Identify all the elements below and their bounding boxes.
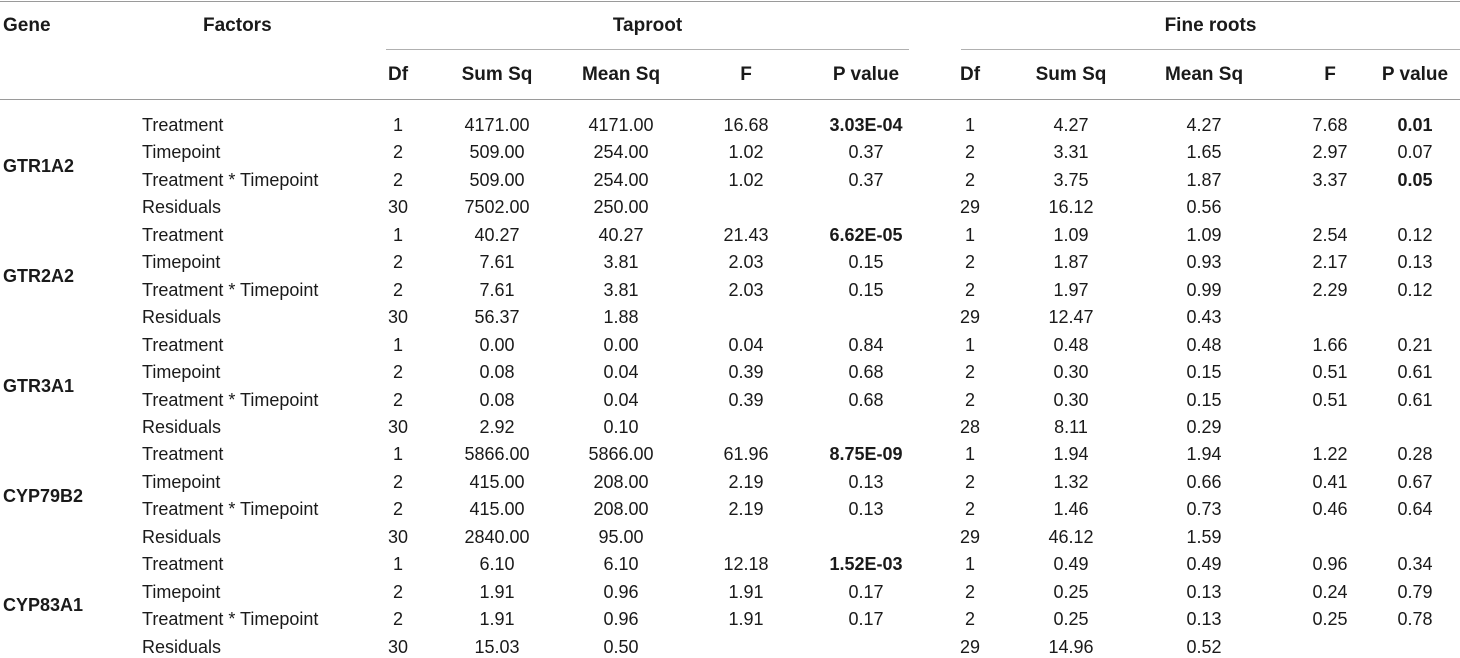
factor-cell: Timepoint (142, 252, 221, 273)
fine-roots-mean-sq-cell: 0.93 (1186, 252, 1222, 273)
taproot-mean-sq-cell: 6.10 (603, 554, 639, 575)
taproot-sum-sq-cell: 415.00 (469, 499, 525, 520)
taproot-sum-sq-cell: 6.10 (479, 554, 515, 575)
fine-roots-df-cell: 1 (964, 115, 975, 135)
fine-roots-p-value-cell: 0.12 (1397, 279, 1433, 300)
taproot-sum-sq-cell: 7502.00 (464, 197, 530, 218)
taproot-f-cell: 12.18 (723, 554, 769, 575)
fine-roots-df-cell: 28 (959, 416, 981, 437)
fine-roots-f-cell: 1.22 (1312, 444, 1348, 465)
fine-roots-sum-sq-cell: 3.31 (1053, 142, 1089, 163)
fine-roots-df-cell: 2 (964, 169, 975, 190)
taproot-sum-sq-cell: 1.91 (479, 609, 515, 630)
fine-roots-mean-sq-cell: 0.52 (1186, 636, 1222, 657)
taproot-f-cell: 0.39 (728, 362, 764, 383)
fine-roots-f-cell: 0.96 (1312, 554, 1348, 575)
taproot-f-cell: 1.02 (728, 169, 764, 190)
taproot-f-cell: 16.68 (723, 115, 769, 135)
fine-roots-mean-sq-cell: 0.43 (1186, 307, 1222, 328)
fine-roots-mean-sq-cell: 0.13 (1186, 581, 1222, 602)
fine-roots-p-value-cell: 0.79 (1397, 581, 1433, 602)
fine-roots-f-cell: 2.17 (1312, 252, 1348, 273)
factor-cell: Treatment * Timepoint (142, 279, 319, 300)
fine-roots-df-cell: 2 (964, 142, 975, 163)
fine-roots-f-cell: 7.68 (1312, 115, 1348, 135)
factor-cell: Residuals (142, 307, 222, 328)
taproot-p-value-cell: 0.37 (848, 142, 884, 163)
taproot-df-cell: 2 (392, 499, 403, 520)
taproot-sum-sq-cell: 0.00 (479, 334, 515, 355)
fine-roots-sum-sq-cell: 0.49 (1053, 554, 1089, 575)
taproot-f-cell: 1.91 (728, 581, 764, 602)
taproot-sum-sq-cell: 2.92 (479, 416, 515, 437)
fine-roots-p-value-cell: 0.07 (1397, 142, 1433, 163)
factor-cell: Residuals (142, 416, 222, 437)
factor-cell: Timepoint (142, 581, 221, 602)
taproot-col-mean-sq: Mean Sq (581, 64, 661, 85)
gene-label: GTR3A1 (3, 375, 75, 396)
fine-roots-p-value-cell: 0.64 (1397, 499, 1433, 520)
fine-roots-mean-sq-cell: 0.48 (1186, 334, 1222, 355)
taproot-df-cell: 2 (392, 279, 403, 300)
fine-roots-mean-sq-cell: 0.73 (1186, 499, 1222, 520)
fine-roots-mean-sq-cell: 0.56 (1186, 197, 1222, 218)
fine-roots-p-value-cell: 0.12 (1397, 224, 1433, 245)
taproot-mean-sq-cell: 0.04 (603, 389, 639, 410)
taproot-mean-sq-cell: 0.96 (603, 581, 639, 602)
taproot-df-cell: 2 (392, 609, 403, 630)
fine-roots-df-cell: 2 (964, 581, 975, 602)
fine-roots-sum-sq-cell: 4.27 (1053, 115, 1089, 135)
taproot-f-cell: 0.04 (728, 334, 764, 355)
factor-cell: Treatment (142, 554, 224, 575)
fine-roots-f-cell: 3.37 (1312, 169, 1348, 190)
gene-label: GTR2A2 (3, 265, 75, 286)
fine-roots-df-cell: 29 (959, 636, 981, 657)
fine-roots-f-cell: 2.97 (1312, 142, 1348, 163)
taproot-p-value-cell: 0.13 (848, 471, 884, 492)
taproot-p-value-cell: 0.13 (848, 499, 884, 520)
fine-roots-mean-sq-cell: 0.15 (1186, 362, 1222, 383)
taproot-df-cell: 2 (392, 362, 403, 383)
taproot-group-rule (386, 49, 909, 50)
fine-roots-df-cell: 1 (964, 224, 975, 245)
fine-roots-df-cell: 2 (964, 252, 975, 273)
taproot-mean-sq-cell: 3.81 (603, 252, 639, 273)
taproot-f-cell: 2.03 (728, 252, 764, 273)
taproot-col-p-value: P value (832, 64, 900, 85)
factor-cell: Treatment (142, 115, 224, 135)
taproot-sum-sq-cell: 7.61 (479, 279, 515, 300)
taproot-f-cell: 2.03 (728, 279, 764, 300)
fine-roots-p-value-cell: 0.28 (1397, 444, 1433, 465)
taproot-sum-sq-cell: 4171.00 (464, 115, 530, 135)
fine-roots-group-rule (961, 49, 1460, 50)
fine-roots-mean-sq-cell: 0.13 (1186, 609, 1222, 630)
taproot-sum-sq-cell: 40.27 (474, 224, 520, 245)
taproot-sum-sq-cell: 509.00 (469, 169, 525, 190)
fine-roots-p-value-cell: 0.78 (1397, 609, 1433, 630)
fine-roots-f-cell: 0.51 (1312, 389, 1348, 410)
taproot-p-value-cell: 1.52E-03 (829, 554, 903, 575)
taproot-p-value-cell: 0.17 (848, 581, 884, 602)
fine-roots-mean-sq-cell: 0.66 (1186, 471, 1222, 492)
fine-roots-sum-sq-cell: 0.48 (1053, 334, 1089, 355)
fine-roots-sum-sq-cell: 0.25 (1053, 609, 1089, 630)
fine-roots-df-cell: 1 (964, 554, 975, 575)
fine-roots-df-cell: 2 (964, 471, 975, 492)
fine-roots-p-value-cell: 0.01 (1397, 115, 1433, 135)
fine-roots-f-cell: 1.66 (1312, 334, 1348, 355)
taproot-sum-sq-cell: 15.03 (474, 636, 520, 657)
fine-roots-sum-sq-cell: 3.75 (1053, 169, 1089, 190)
fine-roots-p-value-cell: 0.13 (1397, 252, 1433, 273)
header-fine-roots: Fine roots (1164, 15, 1257, 36)
fine-roots-sum-sq-cell: 1.94 (1053, 444, 1089, 465)
fine-roots-f-cell: 0.51 (1312, 362, 1348, 383)
fine-roots-sum-sq-cell: 1.32 (1053, 471, 1089, 492)
taproot-mean-sq-cell: 0.96 (603, 609, 639, 630)
fine-roots-mean-sq-cell: 4.27 (1186, 115, 1222, 135)
header-gene: Gene (3, 15, 51, 36)
taproot-f-cell: 2.19 (728, 471, 764, 492)
taproot-p-value-cell: 0.17 (848, 609, 884, 630)
taproot-df-cell: 30 (387, 197, 409, 218)
factor-cell: Residuals (142, 197, 222, 218)
taproot-mean-sq-cell: 254.00 (593, 142, 649, 163)
taproot-p-value-cell: 0.84 (848, 334, 884, 355)
taproot-mean-sq-cell: 0.00 (603, 334, 639, 355)
taproot-df-cell: 30 (387, 416, 409, 437)
fine-roots-sum-sq-cell: 1.97 (1053, 279, 1089, 300)
fine-roots-f-cell: 0.46 (1312, 499, 1348, 520)
fine-roots-sum-sq-cell: 0.30 (1053, 389, 1089, 410)
fine-roots-mean-sq-cell: 1.87 (1186, 169, 1222, 190)
fine-roots-p-value-cell: 0.61 (1397, 362, 1433, 383)
header-taproot: Taproot (612, 15, 683, 36)
factor-cell: Treatment * Timepoint (142, 169, 319, 190)
fine-roots-p-value-cell: 0.05 (1397, 169, 1433, 190)
fine-roots-df-cell: 29 (959, 307, 981, 328)
taproot-p-value-cell: 0.37 (848, 169, 884, 190)
fine-roots-mean-sq-cell: 0.29 (1186, 416, 1222, 437)
taproot-p-value-cell: 3.03E-04 (829, 115, 903, 135)
header-factors: Factors (203, 15, 272, 36)
taproot-df-cell: 2 (392, 252, 403, 273)
taproot-mean-sq-cell: 5866.00 (588, 444, 654, 465)
taproot-p-value-cell: 8.75E-09 (829, 444, 903, 465)
header-rule (0, 99, 1460, 100)
fine-roots-df-cell: 29 (959, 197, 981, 218)
fine-roots-mean-sq-cell: 1.59 (1186, 526, 1222, 547)
taproot-mean-sq-cell: 0.04 (603, 362, 639, 383)
taproot-mean-sq-cell: 250.00 (593, 197, 649, 218)
taproot-df-cell: 2 (392, 471, 403, 492)
taproot-df-cell: 2 (392, 581, 403, 602)
taproot-df-cell: 1 (392, 334, 403, 355)
taproot-f-cell: 2.19 (728, 499, 764, 520)
factor-cell: Timepoint (142, 471, 221, 492)
fine-roots-sum-sq-cell: 46.12 (1048, 526, 1094, 547)
factor-cell: Treatment * Timepoint (142, 389, 319, 410)
fine-roots-p-value-cell: 0.67 (1397, 471, 1433, 492)
factor-cell: Treatment * Timepoint (142, 499, 319, 520)
taproot-mean-sq-cell: 208.00 (593, 471, 649, 492)
factor-cell: Treatment (142, 444, 224, 465)
fine-roots-df-cell: 2 (964, 279, 975, 300)
fine-roots-sum-sq-cell: 1.87 (1053, 252, 1089, 273)
fine-roots-mean-sq-cell: 1.65 (1186, 142, 1222, 163)
taproot-col-sum-sq: Sum Sq (461, 64, 533, 85)
fine-roots-f-cell: 2.29 (1312, 279, 1348, 300)
fine-roots-df-cell: 2 (964, 609, 975, 630)
taproot-sum-sq-cell: 7.61 (479, 252, 515, 273)
taproot-df-cell: 2 (392, 169, 403, 190)
fine-roots-sum-sq-cell: 8.11 (1054, 416, 1088, 437)
fine-roots-df-cell: 1 (964, 444, 975, 465)
top-rule (0, 1, 1460, 2)
fine-roots-mean-sq-cell: 1.09 (1186, 224, 1222, 245)
taproot-mean-sq-cell: 95.00 (598, 526, 644, 547)
taproot-mean-sq-cell: 4171.00 (588, 115, 654, 135)
taproot-sum-sq-cell: 0.08 (479, 389, 515, 410)
factor-cell: Treatment (142, 224, 224, 245)
fine-roots-mean-sq-cell: 1.94 (1186, 444, 1222, 465)
taproot-df-cell: 30 (387, 526, 409, 547)
fine-roots-sum-sq-cell: 12.47 (1048, 307, 1094, 328)
taproot-sum-sq-cell: 415.00 (469, 471, 525, 492)
gene-label: CYP83A1 (3, 595, 84, 616)
taproot-df-cell: 30 (387, 636, 409, 657)
taproot-p-value-cell: 0.68 (848, 389, 884, 410)
fine-roots-mean-sq-cell: 0.99 (1186, 279, 1222, 300)
taproot-sum-sq-cell: 0.08 (479, 362, 515, 383)
taproot-mean-sq-cell: 0.50 (603, 636, 639, 657)
factor-cell: Timepoint (142, 362, 221, 383)
taproot-df-cell: 2 (392, 389, 403, 410)
fine-roots-f-cell: 0.25 (1312, 609, 1348, 630)
factor-cell: Residuals (142, 526, 222, 547)
taproot-col-f: F (740, 64, 752, 85)
taproot-df-cell: 1 (392, 224, 403, 245)
fine-roots-col-sum-sq: Sum Sq (1035, 64, 1107, 85)
fine-roots-sum-sq-cell: 1.46 (1053, 499, 1089, 520)
taproot-p-value-cell: 6.62E-05 (829, 224, 903, 245)
fine-roots-mean-sq-cell: 0.15 (1186, 389, 1222, 410)
fine-roots-df-cell: 1 (964, 334, 975, 355)
taproot-mean-sq-cell: 40.27 (598, 224, 644, 245)
fine-roots-f-cell: 0.41 (1312, 471, 1348, 492)
taproot-sum-sq-cell: 509.00 (469, 142, 525, 163)
taproot-df-cell: 30 (387, 307, 409, 328)
fine-roots-p-value-cell: 0.21 (1397, 334, 1433, 355)
factor-cell: Residuals (142, 636, 222, 657)
taproot-p-value-cell: 0.68 (848, 362, 884, 383)
fine-roots-p-value-cell: 0.34 (1397, 554, 1433, 575)
fine-roots-df-cell: 29 (959, 526, 981, 547)
factor-cell: Timepoint (142, 142, 221, 163)
taproot-f-cell: 0.39 (728, 389, 764, 410)
fine-roots-sum-sq-cell: 0.25 (1053, 581, 1089, 602)
fine-roots-sum-sq-cell: 14.96 (1048, 636, 1094, 657)
taproot-f-cell: 1.02 (728, 142, 764, 163)
factor-cell: Treatment * Timepoint (142, 609, 319, 630)
taproot-p-value-cell: 0.15 (848, 252, 884, 273)
taproot-f-cell: 21.43 (723, 224, 769, 245)
taproot-f-cell: 61.96 (723, 444, 769, 465)
taproot-mean-sq-cell: 0.10 (603, 416, 639, 437)
taproot-col-df: Df (387, 64, 409, 85)
fine-roots-p-value-cell: 0.61 (1397, 389, 1433, 410)
taproot-sum-sq-cell: 5866.00 (464, 444, 530, 465)
gene-label: CYP79B2 (3, 485, 84, 506)
fine-roots-df-cell: 2 (964, 499, 975, 520)
fine-roots-df-cell: 2 (964, 362, 975, 383)
taproot-p-value-cell: 0.15 (848, 279, 884, 300)
taproot-mean-sq-cell: 1.88 (603, 307, 639, 328)
fine-roots-col-p-value: P value (1381, 64, 1449, 85)
taproot-sum-sq-cell: 1.91 (479, 581, 515, 602)
taproot-df-cell: 1 (392, 554, 403, 575)
taproot-mean-sq-cell: 208.00 (593, 499, 649, 520)
taproot-df-cell: 2 (392, 142, 403, 163)
taproot-f-cell: 1.91 (728, 609, 764, 630)
taproot-df-cell: 1 (392, 444, 403, 465)
fine-roots-col-mean-sq: Mean Sq (1164, 64, 1244, 85)
fine-roots-col-f: F (1324, 64, 1336, 85)
taproot-sum-sq-cell: 2840.00 (464, 526, 530, 547)
fine-roots-f-cell: 2.54 (1312, 224, 1348, 245)
fine-roots-sum-sq-cell: 0.30 (1053, 362, 1089, 383)
factor-cell: Treatment (142, 334, 224, 355)
fine-roots-mean-sq-cell: 0.49 (1186, 554, 1222, 575)
taproot-mean-sq-cell: 3.81 (603, 279, 639, 300)
fine-roots-col-df: Df (959, 64, 981, 85)
taproot-sum-sq-cell: 56.37 (474, 307, 520, 328)
taproot-mean-sq-cell: 254.00 (593, 169, 649, 190)
fine-roots-sum-sq-cell: 1.09 (1053, 224, 1089, 245)
gene-label: GTR1A2 (3, 156, 75, 177)
fine-roots-f-cell: 0.24 (1312, 581, 1348, 602)
fine-roots-sum-sq-cell: 16.12 (1048, 197, 1094, 218)
fine-roots-df-cell: 2 (964, 389, 975, 410)
taproot-df-cell: 1 (392, 115, 403, 135)
